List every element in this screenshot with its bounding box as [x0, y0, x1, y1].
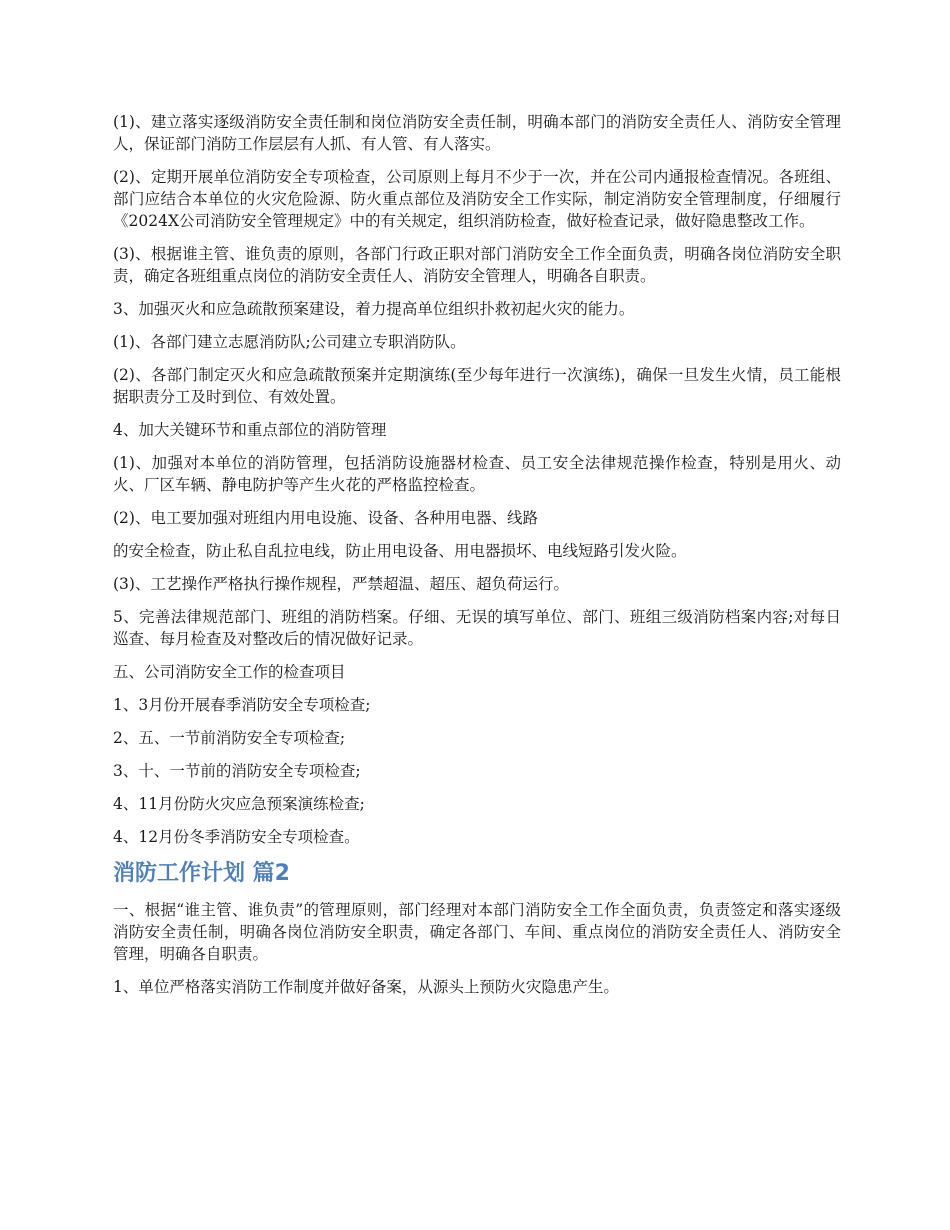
paragraph: 1、单位严格落实消防工作制度并做好备案，从源头上预防火灾隐患产生。: [113, 978, 619, 996]
document-page: [113, 111, 841, 1009]
paragraph: 5、完善法律规范部门、班组的消防档案。仔细、无误的填写单位、部门、班组三级消防档案内容;对每日巡查、每月检查及对整改后的情况做好记录。: [113, 608, 841, 648]
paragraph: 4、12月份冬季消防安全专项检查。: [113, 828, 360, 846]
paragraph: (3)、工艺操作严格执行操作规程，严禁超温、超压、超负荷运行。: [113, 575, 569, 593]
paragraph: 3、加强灭火和应急疏散预案建设，着力提高单位组织扑救初起火灾的能力。: [113, 300, 635, 318]
paragraph: 五、公司消防安全工作的检查项目: [113, 663, 346, 681]
paragraph: 3、十、一节前的消防安全专项检查;: [113, 762, 361, 780]
paragraph: (1)、建立落实逐级消防安全责任制和岗位消防安全责任制，明确本部门的消防安全责任人、消防安全管理人，保证部门消防工作层层有人抓、有人管、有人落实。: [113, 113, 841, 153]
paragraph: (3)、根据谁主管、谁负责的原则，各部门行政正职对部门消防安全工作全面负责，明确各岗位消防安全职责，确定各班组重点岗位的消防安全责任人、消防安全管理人，明确各自职责。: [113, 245, 841, 285]
paragraph: (2)、各部门制定灭火和应急疏散预案并定期演练(至少每年进行一次演练)，确保一旦发生火情，员工能根据职责分工及时到位、有效处置。: [113, 366, 841, 406]
paragraph: 2、五、一节前消防安全专项检查;: [113, 729, 346, 747]
paragraph: (1)、加强对本单位的消防管理，包括消防设施器材检查、员工安全法律规范操作检查，特别是用火、动火、厂区车辆、静电防护等产生火花的严格监控检查。: [113, 454, 841, 494]
paragraph: 4、加大关键环节和重点部位的消防管理: [113, 421, 387, 439]
paragraph: 4、11月份防火灾应急预案演练检查;: [113, 795, 365, 813]
paragraph: 的安全检查，防止私自乱拉电线，防止用电设备、用电器损坏、电线短路引发火险。: [113, 542, 687, 560]
section-heading: 消防工作计划 篇2: [113, 861, 290, 886]
paragraph: 一、根据“谁主管、谁负责”的管理原则，部门经理对本部门消防安全工作全面负责，负责签定和落实逐级消防安全责任制，明确各岗位消防安全职责，确定各部门、车间、重点岗位的消防安全责任人、消防安全管理，明确各自职责。: [113, 901, 841, 963]
paragraph: (1)、各部门建立志愿消防队;公司建立专职消防队。: [113, 333, 466, 351]
paragraph: 1、3月份开展春季消防安全专项检查;: [113, 696, 371, 714]
paragraph: (2)、电工要加强对班组内用电设施、设备、各种用电器、线路: [113, 509, 538, 527]
paragraph: (2)、定期开展单位消防安全专项检查，公司原则上每月不少于一次，并在公司内通报检查情况。各班组、部门应结合本单位的火灾危险源、防火重点部位及消防安全工作实际，制定消防安全管理制度，仔细履行《2024X公司消防安全管理规定》中的有关规定，组织消防检查，做好检查记录，做好隐患整改工作。: [113, 168, 841, 230]
